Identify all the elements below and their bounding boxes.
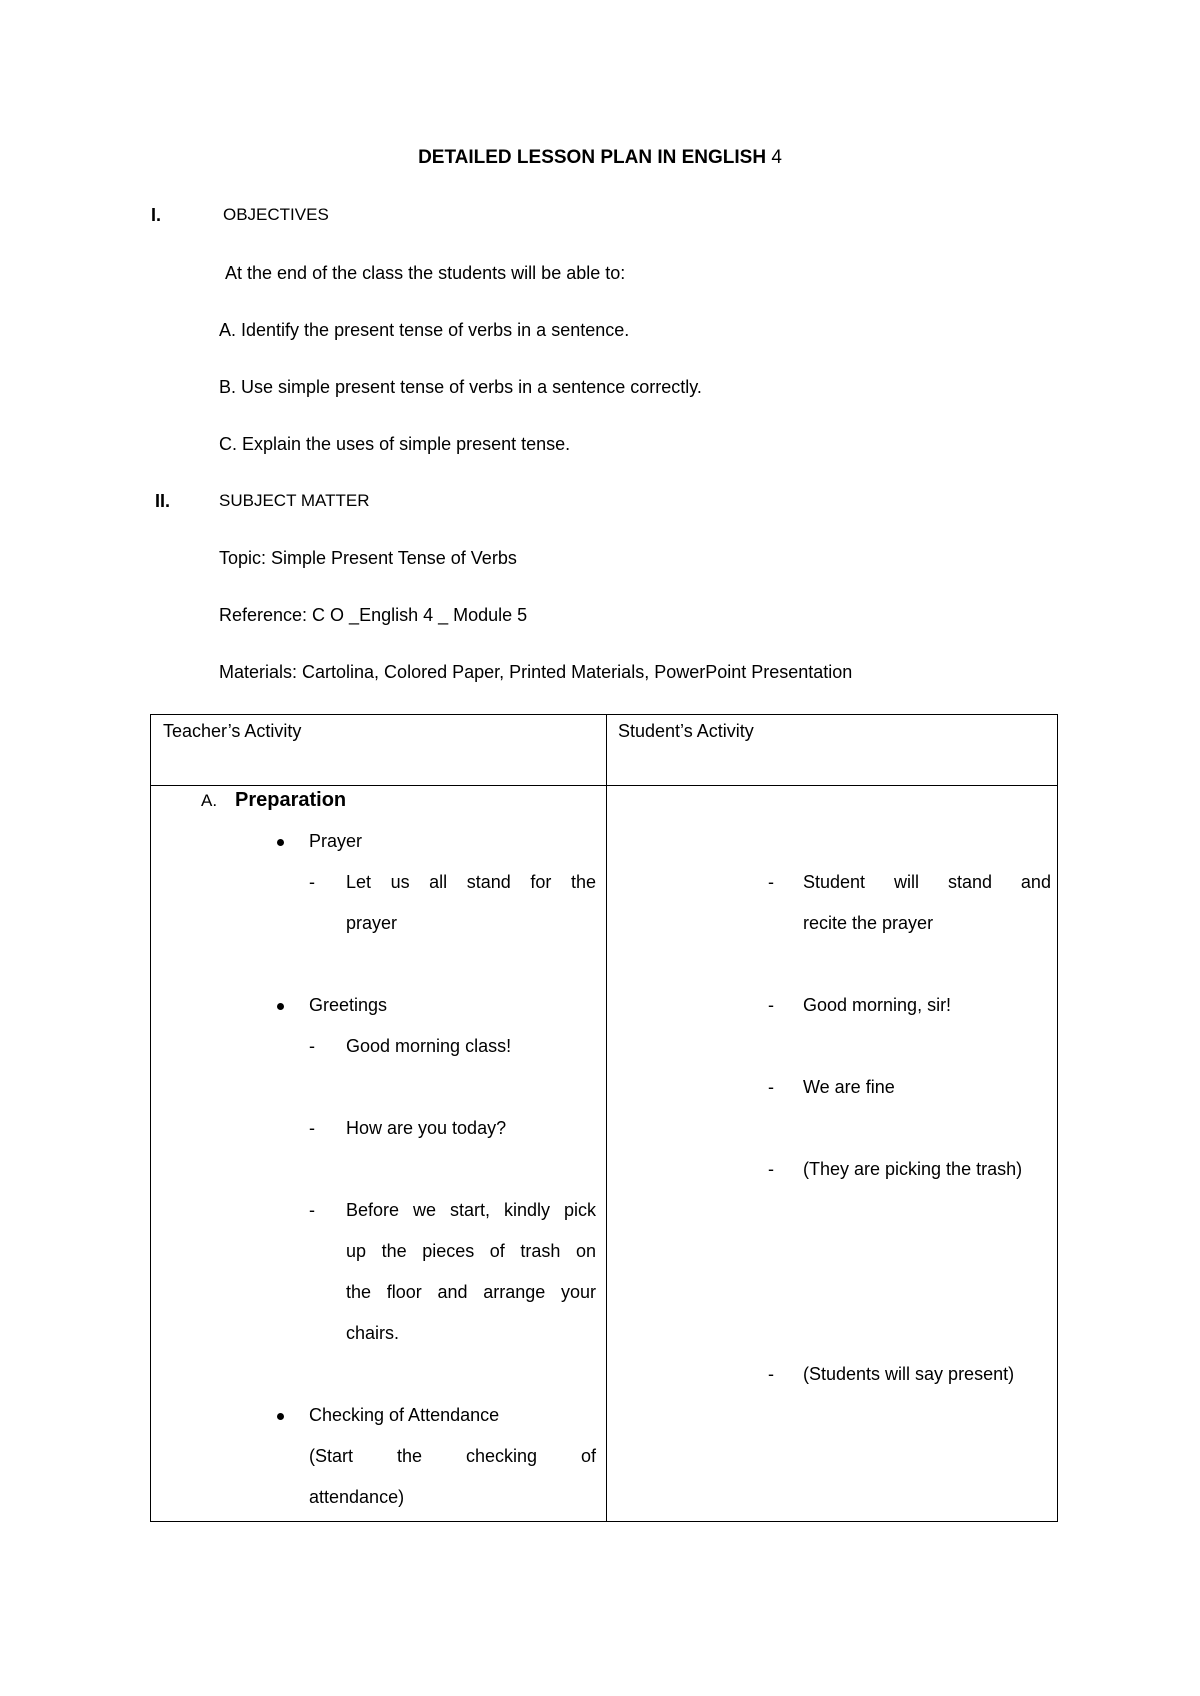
dash-icon: - xyxy=(309,1036,315,1056)
word: the xyxy=(381,1241,407,1261)
word: and xyxy=(1020,872,1051,892)
bullet-icon xyxy=(277,1003,284,1010)
word: of xyxy=(580,1446,596,1466)
word: stand xyxy=(466,872,511,892)
preparation-title: Preparation xyxy=(235,789,347,811)
teacher-how-are-you: How are you today? xyxy=(346,1118,507,1138)
word: of xyxy=(489,1241,505,1261)
word: the xyxy=(570,872,596,892)
dash-icon: - xyxy=(309,872,315,892)
word: and xyxy=(437,1282,468,1302)
word: stand xyxy=(947,872,992,892)
header-student-activity: Student’s Activity xyxy=(618,721,754,741)
word: up xyxy=(346,1241,367,1261)
dash-icon: - xyxy=(768,995,774,1015)
word: pick xyxy=(563,1200,596,1220)
subject-reference: Reference: C O _English 4 _ Module 5 xyxy=(219,605,528,625)
teacher-before-line1 xyxy=(346,1200,596,1221)
word: trash xyxy=(520,1241,561,1261)
word: your xyxy=(560,1282,596,1302)
section2-numeral: II. xyxy=(155,491,171,511)
word: the xyxy=(396,1446,422,1466)
section1-heading: OBJECTIVES xyxy=(223,205,329,224)
word: will xyxy=(894,872,919,892)
word: floor xyxy=(386,1282,422,1302)
section1-numeral: I. xyxy=(151,205,162,225)
word: on xyxy=(575,1241,596,1261)
objective-b: B. Use simple present tense of verbs in a sentence correctly. xyxy=(219,377,702,397)
word: (Start xyxy=(309,1446,354,1466)
subject-topic: Topic: Simple Present Tense of Verbs xyxy=(219,548,517,568)
table-column-divider xyxy=(606,715,607,1521)
teacher-before-line2 xyxy=(346,1241,596,1262)
table-header-divider xyxy=(151,785,1057,786)
objective-c: C. Explain the uses of simple present tense. xyxy=(219,434,571,454)
dash-icon: - xyxy=(309,1200,315,1220)
preparation-letter: A. xyxy=(201,791,218,810)
objectives-intro: At the end of the class the students will be able to: xyxy=(225,263,626,283)
word: Before xyxy=(346,1200,400,1220)
title-main: DETAILED LESSON PLAN IN ENGLISH xyxy=(418,147,767,168)
word: checking xyxy=(465,1446,537,1466)
student-trash: (They are picking the trash) xyxy=(803,1159,1023,1179)
word: we xyxy=(413,1200,437,1220)
document-title xyxy=(0,147,1200,169)
student-prayer-line2: recite the prayer xyxy=(803,913,934,933)
word: us xyxy=(390,872,410,892)
teacher-prayer-line2: prayer xyxy=(346,913,398,933)
teacher-good-morning: Good morning class! xyxy=(346,1036,512,1056)
section2-heading: SUBJECT MATTER xyxy=(219,491,370,510)
teacher-attendance-line2: attendance) xyxy=(309,1487,405,1507)
student-fine: We are fine xyxy=(803,1077,895,1097)
student-prayer-line1 xyxy=(803,872,1051,893)
activity-table xyxy=(150,714,1058,1522)
dash-icon: - xyxy=(768,872,774,892)
word: arrange xyxy=(483,1282,546,1302)
word: Student xyxy=(803,872,866,892)
teacher-attendance: Checking of Attendance xyxy=(309,1405,500,1425)
dash-icon: - xyxy=(768,1364,774,1384)
teacher-prayer-line1 xyxy=(346,872,596,893)
subject-materials: Materials: Cartolina, Colored Paper, Printed Materials, PowerPoint Presentation xyxy=(219,662,853,682)
word: the xyxy=(346,1282,372,1302)
student-present: (Students will say present) xyxy=(803,1364,1015,1384)
teacher-prayer: Prayer xyxy=(309,831,363,851)
word: Let xyxy=(346,872,372,892)
bullet-icon xyxy=(277,839,284,846)
word: pieces xyxy=(422,1241,475,1261)
teacher-attendance-line1 xyxy=(309,1446,596,1467)
word: start, xyxy=(450,1200,491,1220)
teacher-before-line4: chairs. xyxy=(346,1323,400,1343)
title-grade: 4 xyxy=(771,147,782,168)
teacher-before-line3 xyxy=(346,1282,596,1303)
objective-a: A. Identify the present tense of verbs in a sentence. xyxy=(219,320,630,340)
student-good-morning: Good morning, sir! xyxy=(803,995,952,1015)
word: all xyxy=(429,872,448,892)
dash-icon: - xyxy=(768,1159,774,1179)
dash-icon: - xyxy=(309,1118,315,1138)
header-teacher-activity: Teacher’s Activity xyxy=(163,721,302,741)
bullet-icon xyxy=(277,1413,284,1420)
teacher-greetings: Greetings xyxy=(309,995,388,1015)
word: kindly xyxy=(503,1200,551,1220)
word: for xyxy=(530,872,552,892)
dash-icon: - xyxy=(768,1077,774,1097)
